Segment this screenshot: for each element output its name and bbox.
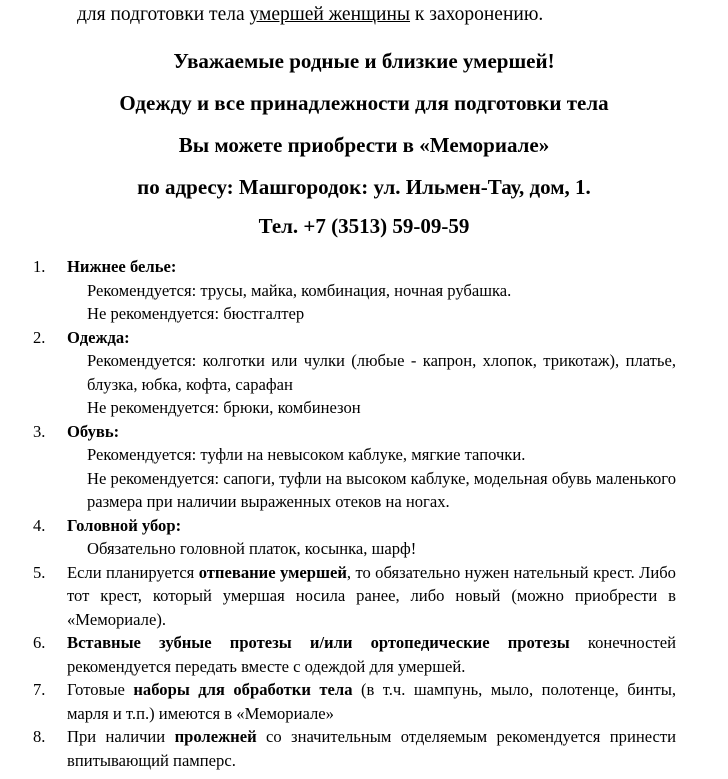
list-item-funeral-service bbox=[0, 561, 676, 632]
item-text: При наличии bbox=[67, 727, 175, 746]
memorial-heading: Вы можете приобрести в «Мемориале» bbox=[178, 133, 550, 157]
address-heading: по адресу: Машгородок: ул. Ильмен-Тау, дом, 1. bbox=[137, 175, 591, 199]
item-line: Рекомендуется: трусы, майка, комбинация, ночная рубашка. bbox=[87, 280, 512, 300]
intro-text-before: для подготовки тела bbox=[77, 4, 250, 25]
list-number: 2. bbox=[33, 327, 46, 347]
list-item-prostheses bbox=[0, 631, 676, 678]
greeting-heading: Уважаемые родные и близкие умершей! bbox=[173, 49, 555, 73]
list-item-bedsores bbox=[0, 725, 676, 772]
list-number: 3. bbox=[33, 421, 46, 441]
item-line: Рекомендуется: туфли на невысоком каблуке, мягкие тапочки. bbox=[87, 445, 526, 464]
list-number: 1. bbox=[33, 257, 46, 276]
item-line: Рекомендуется: колготки или чулки (любые - капрон, хлопок, трикотаж), платье, блузка, юбка, кофта, сарафан bbox=[87, 351, 676, 394]
item-title: Обувь: bbox=[67, 421, 120, 441]
list-item-underwear bbox=[0, 255, 676, 326]
list-item-body-care-kits bbox=[0, 678, 676, 725]
item-title: Нижнее белье: bbox=[67, 257, 177, 276]
list-item-clothing bbox=[0, 326, 676, 420]
list-number: 7. bbox=[33, 680, 46, 699]
list-number: 6. bbox=[33, 633, 46, 652]
item-bold-text: отпевание умершей bbox=[198, 562, 347, 582]
intro-text-after: к захоронению. bbox=[410, 4, 544, 25]
list-number: 8. bbox=[33, 727, 46, 746]
item-text: со значительным отделяемым рекомендуется принести впитывающий памперс. bbox=[67, 727, 676, 770]
phone-heading: Тел. +7 (3513) 59-09-59 bbox=[258, 214, 470, 238]
list-item-shoes bbox=[0, 420, 676, 514]
item-text: (в т.ч. шампунь, мыло, полотенце, бинты, марля и т.п.) имеются в «Мемориале» bbox=[67, 680, 676, 723]
item-title: Одежда: bbox=[67, 327, 130, 347]
list-number: 5. bbox=[33, 562, 46, 582]
list-item-headwear bbox=[0, 514, 676, 561]
item-line: Не рекомендуется: брюки, комбинезон bbox=[87, 398, 361, 417]
item-bold-text: Вставные зубные протезы и/или ортопедические протезы bbox=[67, 633, 570, 652]
item-line: Обязательно головной платок, косынка, шарф! bbox=[87, 539, 417, 558]
item-text: конечностей рекомендуется передать вместе с одеждой для умершей. bbox=[67, 633, 677, 676]
recommendations-list bbox=[0, 255, 728, 772]
intro-underlined-text: умершей женщины bbox=[249, 4, 411, 25]
purchase-heading: Одежду и все принадлежности для подготовки тела bbox=[119, 91, 609, 115]
item-bold-text: наборы для обработки тела bbox=[133, 680, 353, 699]
item-title: Головной убор: bbox=[67, 515, 182, 535]
item-text: Если планируется bbox=[67, 562, 199, 582]
item-line: Не рекомендуется: бюстгалтер bbox=[87, 304, 305, 323]
list-number: 4. bbox=[33, 515, 46, 535]
item-bold-text: пролежней bbox=[174, 727, 257, 746]
item-text: , то обязательно нужен нательный крест. Либо тот крест, который умершая носила ранее, либо новый (можно приобрести в «Мемориале). bbox=[67, 562, 676, 629]
intro-line bbox=[77, 2, 543, 28]
item-text: Готовые bbox=[67, 680, 134, 699]
item-line: Не рекомендуется: сапоги, туфли на высоком каблуке, модельная обувь маленького размера при наличии выраженных отеков на ногах. bbox=[87, 468, 676, 511]
